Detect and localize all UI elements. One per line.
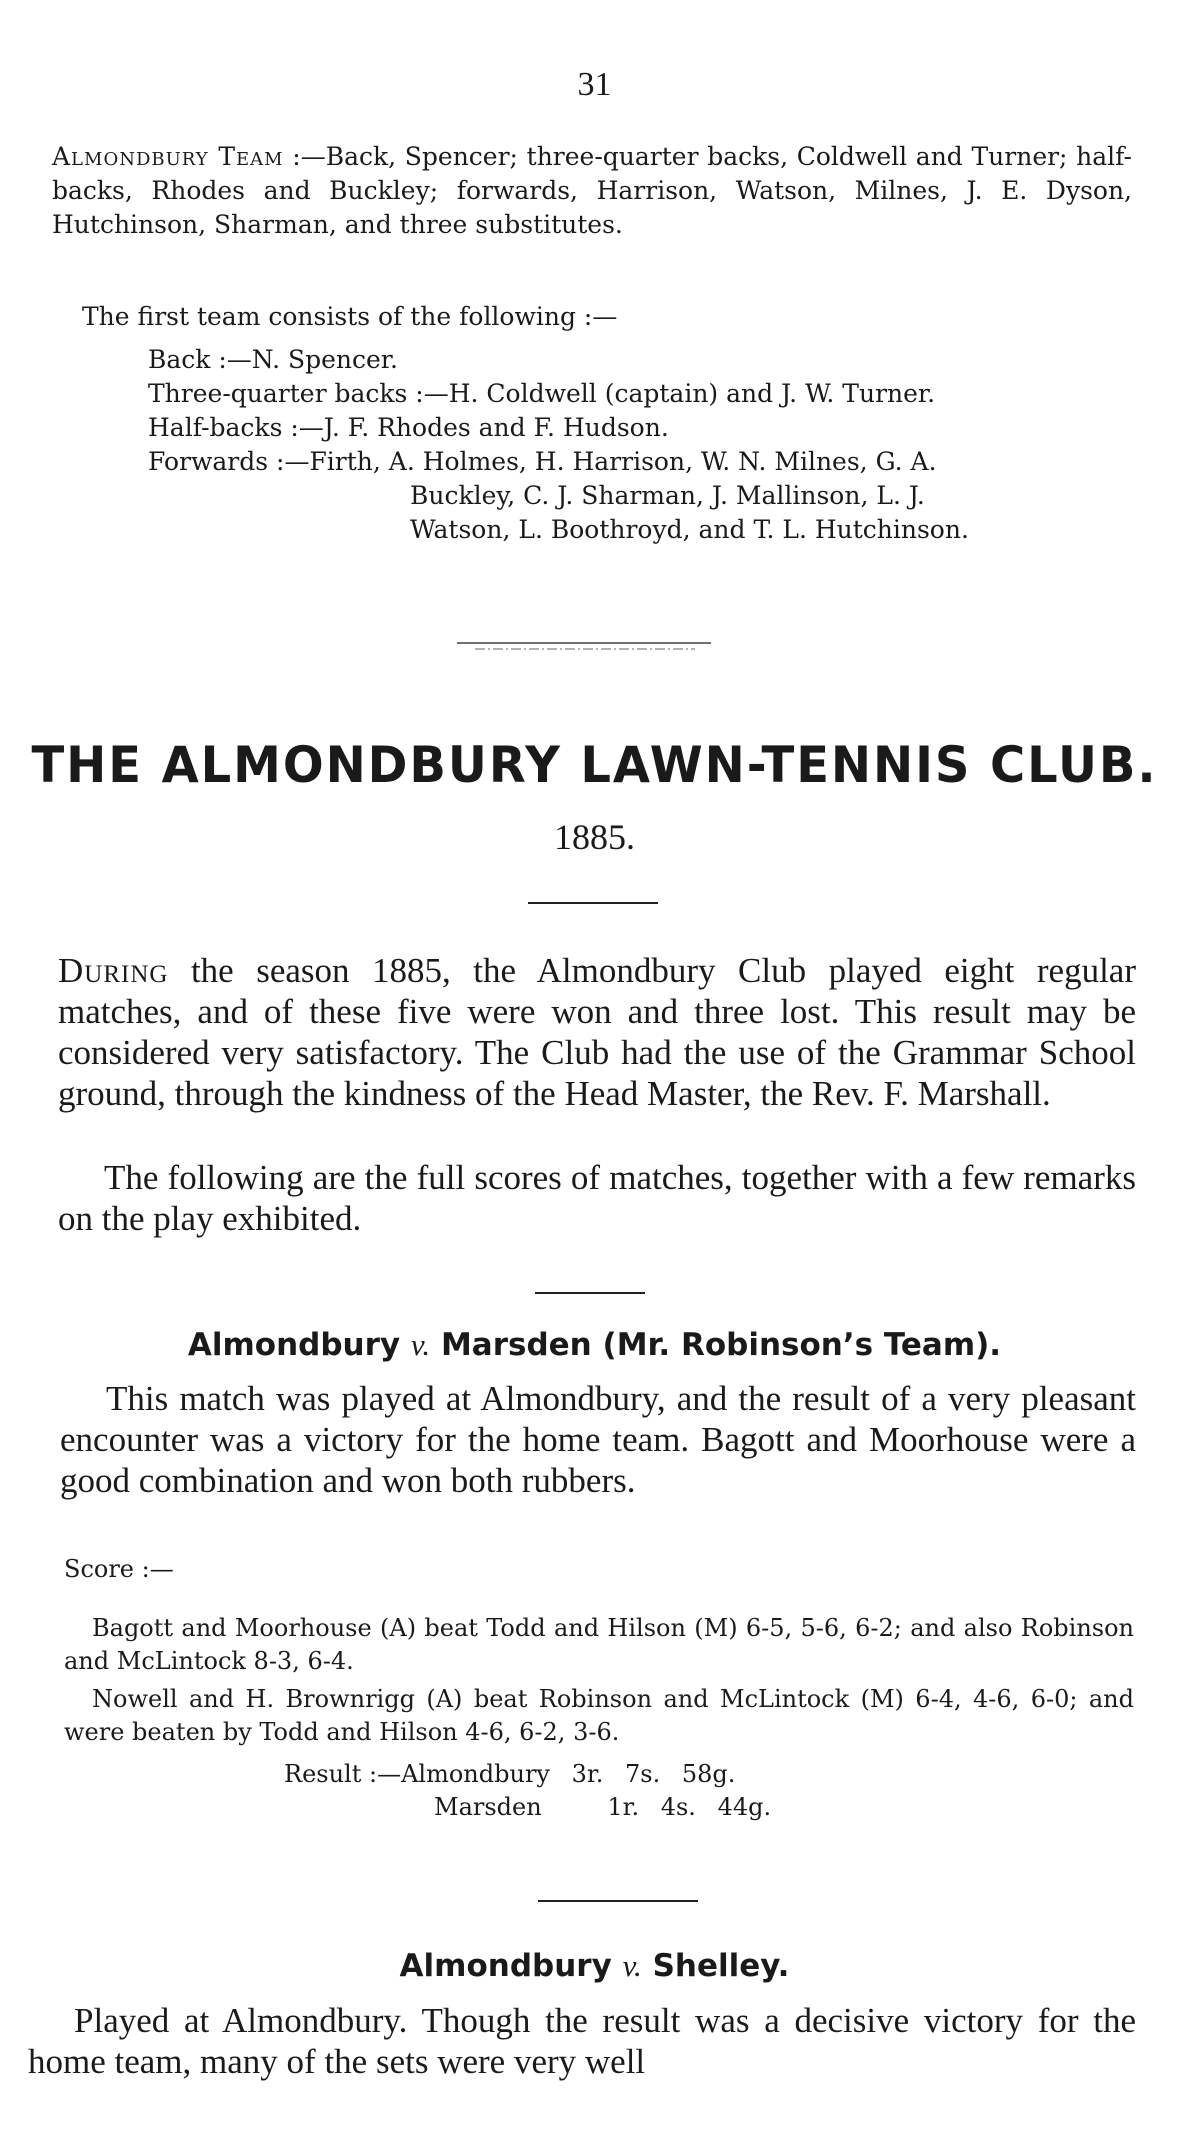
match-shelley-paragraph: Played at Almondbury. Though the result was a decisive victory for the home team, many of the sets were very well <box>28 2001 1136 2081</box>
page-number: 31 <box>577 66 612 103</box>
score-line: Bagott and Moorhouse (A) beat Todd and Hilson (M) 6-5, 5-6, 6-2; and also Robinson and McLintock 8-3, 6-4. <box>64 1614 1134 1675</box>
football-team-text: :—Back, Spencer; three-quarter backs, Coldwell and Turner; half-backs, Rhodes and Buckley; forwards, Harrison, Watson, Milnes, J. E. Dyson, Hutchinson, Sharman, and three substitutes. <box>52 142 1132 239</box>
score-label: Score :— <box>64 1555 174 1583</box>
result-sets: 4s. <box>660 1793 696 1821</box>
intro-paragraph <box>58 950 1136 1114</box>
roster-half-backs: Half-backs :—J. F. Rhodes and F. Hudson. <box>148 413 669 442</box>
result-games: 58g. <box>681 1760 736 1788</box>
intro-paragraph-2: The following are the full scores of matches, together with a few remarks on the play exhibited. <box>58 1158 1136 1238</box>
club-year: 1885. <box>554 817 635 857</box>
intro-lead-word: During <box>58 951 169 990</box>
club-title: THE ALMONDBURY LAWN-TENNIS CLUB. <box>31 736 1158 794</box>
match-marsden-paragraph: This match was played at Almondbury, and the result of a very pleasant encounter was a victory for the home team. Bagott and Moorhouse were a good combination and won both rubbers. <box>60 1379 1136 1500</box>
result-games: 44g. <box>717 1793 772 1821</box>
match-home-team: Almondbury <box>399 1948 612 1984</box>
roster-back: Back :—N. Spencer. <box>148 345 398 374</box>
versus-mark: v. <box>410 1327 431 1362</box>
result-team: Marsden <box>434 1793 542 1821</box>
result-rubbers: 3r. <box>571 1760 604 1788</box>
match-heading-marsden <box>0 1327 1189 1363</box>
result-label: Result :— <box>284 1760 402 1788</box>
football-team-paragraph <box>52 140 1132 242</box>
result-row <box>284 1758 771 1791</box>
result-sets: 7s. <box>625 1760 661 1788</box>
match-heading-shelley <box>0 1948 1189 1984</box>
match-away-team: Shelley. <box>652 1948 790 1984</box>
first-team-intro: The first team consists of the following :— <box>82 302 618 331</box>
divider-rule <box>535 1292 645 1294</box>
match-away-team: Marsden (Mr. Robinson’s Team). <box>440 1327 1002 1363</box>
versus-mark: v. <box>622 1948 642 1983</box>
divider-rule <box>528 902 658 904</box>
result-team: Almondbury <box>401 1760 550 1788</box>
roster-forwards-continued: Watson, L. Boothroyd, and T. L. Hutchinson. <box>410 515 969 544</box>
football-team-label: Almondbury Team <box>52 142 284 171</box>
match-result <box>284 1758 771 1824</box>
result-rubbers: 1r. <box>607 1793 640 1821</box>
result-row <box>284 1791 771 1824</box>
match-home-team: Almondbury <box>187 1327 401 1363</box>
divider-rule <box>538 1900 698 1902</box>
roster-forwards-continued: Buckley, C. J. Sharman, J. Mallinson, L. J. <box>410 481 925 510</box>
roster-three-quarter-backs: Three-quarter backs :—H. Coldwell (captain) and J. W. Turner. <box>148 379 936 408</box>
section-ornament <box>455 640 715 654</box>
roster-forwards: Forwards :—Firth, A. Holmes, H. Harrison, W. N. Milnes, G. A. <box>148 447 937 476</box>
intro-paragraph-text: the season 1885, the Almondbury Club played eight regular matches, and of these five were won and three lost. This result may be considered very satisfactory. The Club had the use of the Grammar School ground, through the kindness of the Head Master, the Rev. F. Marshall. <box>58 951 1136 1113</box>
first-team-roster <box>148 343 1148 547</box>
score-line: Nowell and H. Brownrigg (A) beat Robinson and McLintock (M) 6-4, 4-6, 6-0; and were beaten by Todd and Hilson 4-6, 6-2, 3-6. <box>64 1685 1134 1746</box>
